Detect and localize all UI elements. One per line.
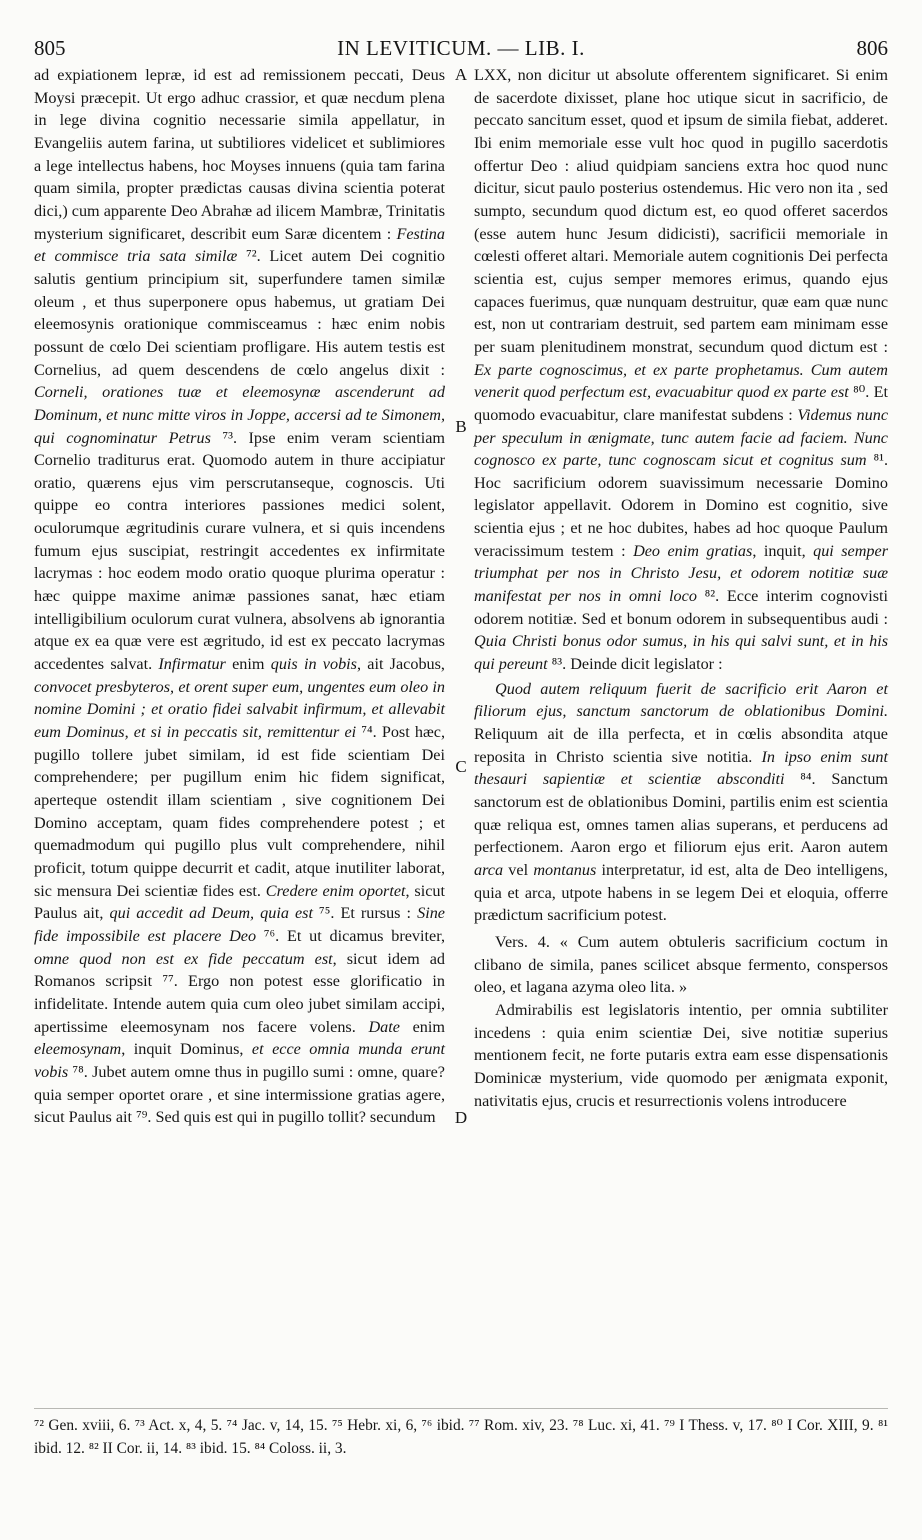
text-run: ⁷⁶. Et ut dicamus breviter, [256, 926, 445, 945]
italic-text: et ecce omnia munda erunt vobis [34, 1040, 445, 1081]
text-run: ⁸². Ecce interim cognovisti odorem notitiæ. Sed et bonum odorem in subsequentibus audi : [474, 587, 888, 628]
text-run: ad expiationem lepræ, id est ad remissionem peccati, Deus Moysi præcepit. Ut ergo adhuc crassior, et quæ necdum plena in lege divina cognitio necessarie simila appellatur, in Evangeliis autem farina, ut subtiliores videlicet et sublimiores a lege intellectus habens, hoc Moyses innuens (quia tam farina quam simila, propter prædictas causas divina scientia poterat dici,) cum apparente Deo Abrahæ ad ilicem Mambræ, Trinitatis mysterium significaret, describit eum Saræ dicentem : [34, 66, 445, 243]
text-run: ⁸³. Deinde dicit legislator : [547, 655, 723, 674]
page-number-right: 806 [856, 36, 888, 60]
italic-text: Credere enim oportet [265, 881, 406, 900]
text-run: interpretatur, id est, alta de Deo intelligens, quia et arca, utpote habens in se legem Dei et eloquia, offerre prædictum sacrificium potest. [474, 860, 888, 925]
text-run: LXX, non dicitur ut absolute offerentem significaret. Si enim de sacerdote dixisset, plane hoc utique sicut in sacrificio, de peccato sancitum esset, quod et ipsum de simila fiebat, adderet. Ibi enim memoriale esse vult hoc quod in pugillo sacerdotis offertur Deo : aliud quidpiam sanciens extra hoc quod nunc dicitur, sicut paulo posterius ostendemus. Hic vero non ita , sed sumpto, secundum quod dictum est, eo quod offeret sacerdos (esse autem hunc Jesum didicisti), sacrificii memoriale in cœlesti offeret altari. Memoriale autem cognitionis Dei perfecta scientia est, cujus semper memores erimus, quando ejus capaces fuerimus, quæ nunquam destruitur, quæ eam quæ nunc est, non ut contrariam destruit, sed partem eam minimam esse per suam plenitudinem monstrat, secundum quod dictum est : [474, 66, 888, 356]
italic-text: Corneli, orationes tuæ et eleemosynæ ascenderunt ad Dominum, et nunc mitte viros in Joppe, accersi ad te Simonem, qui cognominatur Petrus [34, 383, 445, 447]
text-run: Admirabilis est legislatoris intentio, per omnia subtiliter incedens : quia enim scientiæ Dei, sive notitiæ superius mentionem fecit, ne forte putaris extra eam esse dispensationis Dominicæ mysterium, vide quomodo per ænigmata exponit, nativitatis ejus, crucis et resurrectionis volens introducere [474, 1000, 888, 1110]
text-run: Reliquum ait de illa perfecta, et in cœlis absondita atque reposita in Christo scientia sive notitia. [474, 725, 888, 766]
italic-text: qui accedit ad Deum, quia est [109, 904, 313, 923]
margin-marker-d: D [454, 1108, 468, 1127]
text-run: ⁷². Licet autem Dei cognitio salutis gentium principium sit, superfundere tamen similæ oleum , et thus superponere opus habemus, ut gratiam Dei eleemosynis orationique commisceamus : hæc enim nobis possunt de cœlo Dei scientiam profligare. His autem testis est Cornelius, ad quem descendens de cœlo angelus dixit : [34, 247, 445, 379]
running-title: IN LEVITICUM. — LIB. I. [337, 36, 585, 60]
text-run: vel [503, 860, 534, 879]
italic-text: omne quod non est ex fide peccatum est [34, 949, 333, 968]
text-run: Vers. 4. « Cum autem obtuleris sacrificium coctum in clibano de simila, panes scilicet absque fermento, conspersos oleo, et lagana azyma oleo lita. » [474, 932, 888, 997]
italic-text: arca [474, 860, 504, 879]
text-run: , inquit, [752, 541, 814, 560]
margin-marker-c: C [455, 757, 467, 776]
verse-heading [474, 931, 888, 999]
italic-text: Deo enim gratias [633, 541, 753, 560]
italic-text: Date [368, 1017, 400, 1036]
italic-text: convocet presbyteros, et orent super eum, ungentes eum oleo in nomine Domini ; et oratio fidei salvabit infirmum, et allevabit eum Dominus, et si in peccatis sit, remittentur ei [34, 677, 445, 742]
text-run: enim [399, 1017, 445, 1036]
italic-text: eleemosynam [34, 1040, 122, 1059]
text-run: enim [225, 655, 271, 674]
text-run: , sicut Paulus ait, [34, 881, 445, 923]
italic-text: Infirmatur [158, 655, 226, 674]
text-run: ⁷⁴. Post hæc, pugillo tollere jubet similam, id est fide scientiam Dei comprehendere; per pugillum enim hic fidem significat, aperteque ostendit illam scientiam , sive cognitionem Dei Domino acceptam, quam fides comprehendere potest ; et quemadmodum qui pugillo plus vult comprehendere, nihil proficit, totum quippe decurrit et cadit, atque inutiliter laborat, sic mensura Dei scientiæ fides est. [34, 723, 445, 900]
italic-text: Festina et commisce tria sata similæ [34, 224, 445, 266]
text-run: ⁸⁰. Et quomodo evacuabitur, clare manifestat subdens : [474, 383, 888, 424]
italic-text: Quia Christi bonus odor sumus, in his qui salvi sunt, et in his qui pereunt [474, 632, 888, 674]
left-column [34, 64, 445, 1129]
italic-text: Ex parte cognoscimus, et ex parte prophetamus. Cum autem venerit quod perfectum est, evacuabitur quod ex parte est [474, 360, 888, 402]
text-run: ⁷⁵. Et rursus : [312, 904, 418, 923]
italic-text: montanus [533, 860, 597, 879]
text-run: , inquit Dominus, [121, 1040, 252, 1059]
footnote-divider [34, 1408, 888, 1409]
text-run: , sicut idem ad Romanos scripsit ⁷⁷. Ergo non potest esse glorificatio in infidelitate. Intende autem quia cum oleo jubet similam accipi, apertissime eleemosynam nos facere volens. [34, 949, 446, 1036]
text-run: ⁸¹. Hoc sacrificium odorem suavissimum necessarie Domino legislator appellavit. Odorem in Domino est cognitio, sive scientia ejus ; et ne hoc dubites, habes ad hoc quoque Paulum veracissimum testem : [474, 451, 888, 560]
left-paragraph-1 [34, 64, 445, 1129]
text-run: ⁷³. Ipse enim veram scientiam Cornelio traditurus erat. Quomodo autem in thure accipiatur oratio, quærens ejus vim perscrutanseque, cognoscis. Uti quippe eo contra interiores passiones medici solent, oculorumque ægritudinis curare vulnera, et si quis incendens fumum ejus suscipiat, restringit accedentes ex infirmitate lacrymas : hoc eodem modo oratio quoque plurima operatur : hæc quippe maxime animæ passiones sanat, hæc etiam intelligibilium oculorum curat vulnera, absolvens ab ignorantia atque ex ea quæ vere est ægritudo, id est ex peccato lacrymas accedentes salvat. [34, 428, 446, 674]
italic-text: Videmus nunc per speculum in ænigmate, tunc autem facie ad faciem. Nunc cognosco ex parte, tunc cognoscam sicut et cognitus sum [474, 405, 888, 470]
italic-text: Quod autem reliquum fuerit de sacrificio erit Aaron et filiorum ejus, sanctum sanctorum de oblationibus Domini. [474, 679, 888, 721]
footnotes: ⁷² Gen. xviii, 6. ⁷³ Act. x, 4, 5. ⁷⁴ Jac. v, 14, 15. ⁷⁵ Hebr. xi, 6, ⁷⁶ ibid. ⁷⁷ Rom. xiv, 23. ⁷⁸ Luc. xi, 41. ⁷⁹ I Thess. v, 17. ⁸⁰ I Cor. XIII, 9. ⁸¹ ibid. 12. ⁸² II Cor. ii, 14. ⁸³ ibid. 15. ⁸⁴ Coloss. ii, 3. [34, 1417, 888, 1457]
right-paragraph-2 [474, 678, 888, 927]
italic-text: qui semper triumphat per nos in Christo Jesu, et odorem notitiæ suæ manifestat per nos in omni loco [474, 541, 889, 606]
right-paragraph-1 [474, 64, 888, 676]
margin-marker-b: B [455, 417, 467, 436]
running-head [34, 34, 888, 62]
margin-marker-a: A [454, 65, 468, 84]
italic-text: Sine fide impossibile est placere Deo [34, 904, 445, 945]
page-number-left: 805 [34, 36, 66, 60]
text-run: ⁸⁴. Sanctum sanctorum est de oblationibus Domini, partilis enim est scientia quæ reliqua est, omnes tamen alias superans, et perducens ad perfectionem. Aaron ergo et filiorum ejus erit. Aaron autem [474, 770, 889, 857]
right-column [474, 64, 888, 1112]
right-paragraph-4 [474, 999, 888, 1112]
italic-text: quis in vobis [270, 655, 357, 674]
italic-text: In ipso enim sunt thesauri sapientiæ et scientiæ absconditi [474, 747, 888, 789]
text-run: ⁷⁸. Jubet autem omne thus in pugillo sumi : omne, quare? quia semper oportet orare , et sine intermissione gratias agere, sicut Paulus ait ⁷⁹. Sed quis est qui in pugillo tollit? secundum [34, 1062, 445, 1127]
text-run: , ait Jacobus, [356, 655, 445, 674]
